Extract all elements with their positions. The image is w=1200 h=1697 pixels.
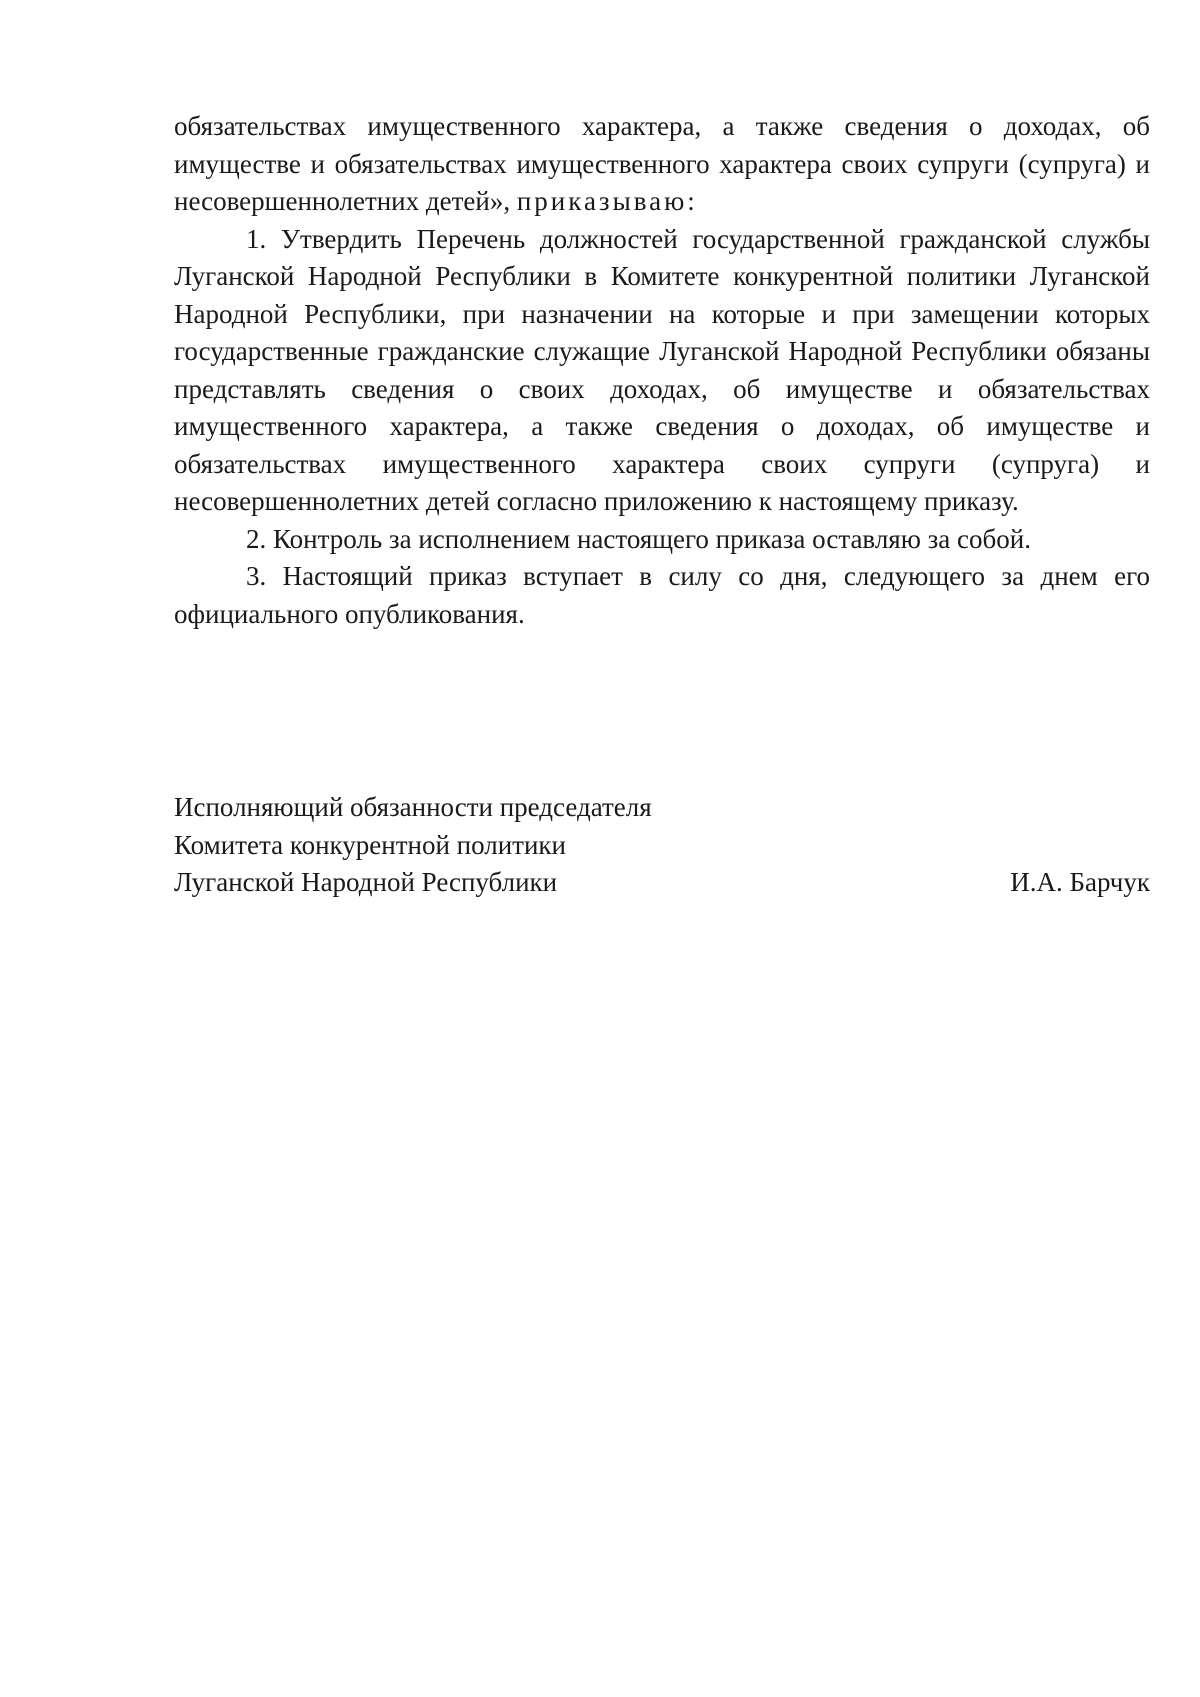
signatory-name: И.А. Барчук [1010,867,1150,897]
item-3-paragraph: 3. Настоящий приказ вступает в силу со дня, следующего за днем его официального опубликования. [174,561,1150,629]
signature-title-line-3-row [174,864,1150,902]
signature-title-line-2: Комитета конкурентной политики [174,829,566,860]
order-word: приказываю: [516,186,698,216]
intro-paragraph [174,108,1150,221]
item-1-paragraph: 1. Утвердить Перечень должностей государственной гражданской службы Луганской Народной Республики в Комитете конкурентной политики Луганской Народной Республики, при назначении на которые и при замещении которых государственные гражданские служащие Луганской Народной Республики обязаны представлять сведения о своих доходах, об имуществе и обязательствах имущественного характера, а также сведения о доходах, об имуществе и обязательствах имущественного характера своих супруги (супруга) и несовершеннолетних детей согласно приложению к настоящему приказу. [174,223,1150,516]
intro-text: обязательствах имущественного характера, а также сведения о доходах, об имуществе и обязательствах имущественного характера своих супруги (супруга) и несовершеннолетних детей», [174,111,1150,216]
document-body [174,108,1150,633]
signature-title-line-3: Луганской Народной Республики [174,867,558,897]
item-2-paragraph: 2. Контроль за исполнением настоящего приказа оставляю за собой. [246,523,1031,554]
signature-title-line-1: Исполняющий обязанности председателя [174,792,652,822]
signature-block [174,789,1150,902]
